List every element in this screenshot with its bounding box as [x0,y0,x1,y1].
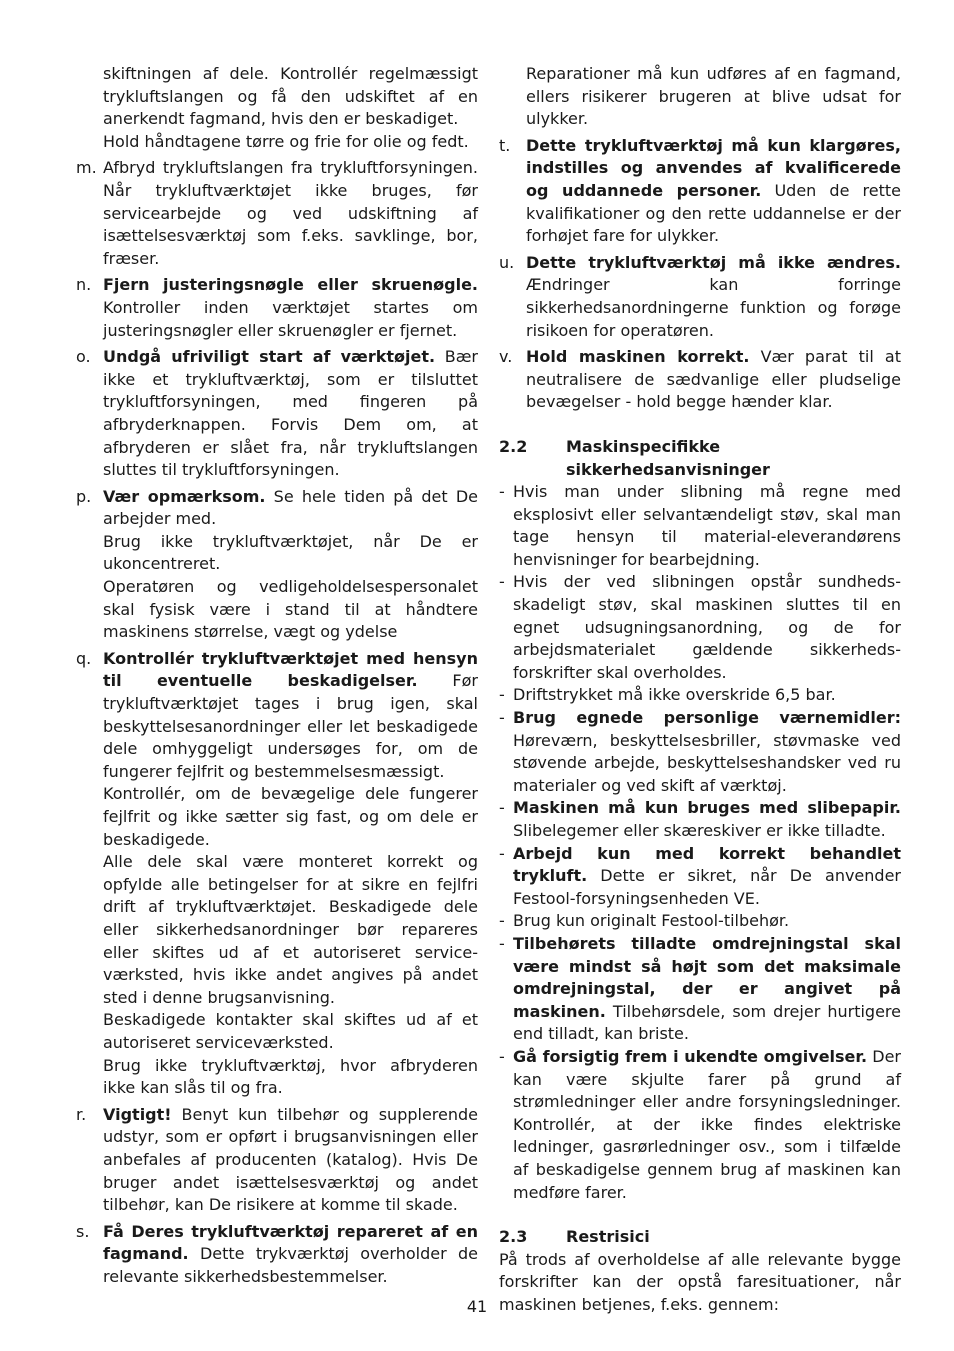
item-body [513,843,901,911]
item-body [513,707,901,797]
item-extra-para: Beskadigede kontakter skal skiftes ud af et autoriseret serviceværksted. [103,1010,478,1052]
section-heading-2-3 [499,1226,901,1249]
list-item [499,933,901,1046]
list-item [499,571,901,684]
item-text: Dette trykværktøj overholder de relevante sikkerhedsbestemmelser. [103,1244,478,1286]
page-number: 41 [466,1297,488,1316]
item-letter: o. [76,347,91,367]
item-body [526,346,901,414]
item-bold: Vigtigt! [103,1104,172,1124]
list-item [499,797,901,842]
item-bold: Dette trykluftværktøj må kun klargøres, indstilles og anvendes af kvalificerede og uddannede personer. [526,135,901,200]
intro-line-1: skiftningen af dele. Kontrollér regelmæssigt trykluftslangen og få den udskiftet af en anerkendt fagmand, hvis den er beskadiget. [103,64,478,129]
section-number: 2.3 [499,1227,528,1247]
item-body [513,1046,901,1204]
list-item-p [76,486,478,644]
item-body [103,486,478,644]
section-number: 2.2 [499,436,528,456]
item-body [103,1104,478,1217]
right-column [499,63,901,1316]
section-title: Restrisici [566,1227,650,1247]
list-item-v [499,346,901,414]
intro-line-2: Hold håndtagene tørre og frie for olie og fedt. [103,131,469,151]
list-item-m [76,157,478,270]
item-bold: Fjern justeringsnøgle eller skruenøgle. [103,275,478,295]
item-extra-para: Brug ikke trykluftværktøj, hvor afbryderen ikke kan slås til og fra. [103,1055,478,1098]
item-first-para [103,486,478,531]
item-body [103,648,478,1100]
item-text: Hvis man under slibning må regne med eksplosivt eller selvantændeligt støv, skal man tage hensyn til material-eleverandørens henvisninger for bearbejdning. [513,482,901,569]
item-body [526,252,901,342]
item-text: Høreværn, beskyttelsesbriller, støvmaske ved støvende arbejde, beskyttelseshandsker ved ru materialer og ved skift af værktøj. [513,730,901,795]
item-body [513,797,901,842]
item-letter: u. [499,252,515,272]
item-text: Afbryd trykluftslangen fra trykluftforsyningen. Når trykluftværktøjet ikke bruges, før servicearbejde og ved udskiftning af isættelsesværktøj som f.eks. savklinge, bor, fræser. [103,158,478,268]
list-item [499,707,901,797]
section-heading-2-2 [499,436,901,481]
list-item [499,1046,901,1204]
list-item-s [76,1221,478,1289]
item-text: Brug kun originalt Festool-tilbehør. [513,911,790,931]
item-text: Uden de rette kvalifikationer og den rette uddannelse er der forhøjet fare for ulykker. [526,180,901,246]
item-letter: r. [76,1104,87,1124]
list-item [499,910,901,933]
item-letter: s. [76,1221,90,1241]
item-body [526,135,901,248]
item-text: Se hele tiden på det De arbejder med. [103,486,479,529]
item-body [513,933,901,1046]
item-bold: Maskinen må kun bruges med slibepapir. [513,798,901,818]
item-text: Ændringer kan forringe sikkerhedsanordningerne funktion og forøge risikoen for operatøren. [526,275,901,340]
section-text: På trods af overholdelse af alle relevante bygge forskrifter kan der opstå faresituationer, når maskinen betjenes, f.eks. gennem: [499,1249,901,1314]
item-extra-para: Alle dele skal være monteret korrekt og opfylde alle betingelser for at sikre en fejlfri drift af trykluftværktøjet. Beskadigede dele eller sikkerhedsanordninger bør repareres eller skiftes ud af et autoriseret service-værksted, hvis ikke andet angives på andet sted i denne brugsanvisning. [103,852,478,1007]
item-extra-para: Brug ikke trykluftværktøjet, når De er ukoncentreret. [103,531,478,574]
list-item [499,481,901,571]
list-item [499,684,901,707]
item-bold: Vær opmærksom. [103,486,266,506]
item-text: Tilbehørsdele, som drejer hurtigere end tilladt, kan briste. [513,1001,901,1044]
item-letter: q. [76,648,92,668]
item-text: Hvis der ved slibningen opstår sundheds-skadeligt støv, skal maskinen sluttes til en egnet udsugningsanordning, og de for arbejdsmaterialet gældende sikkerheds-forskrifter skal overholdes. [513,572,901,682]
item-bold: Få Deres trykluftværktøj repareret af en fagmand. [103,1221,478,1264]
dash-marker: - [499,798,505,818]
item-body [103,274,478,342]
dash-marker: - [499,933,505,953]
list-item-o [76,346,478,482]
list-item-n [76,274,478,342]
list-item [499,843,901,911]
dash-marker: - [499,911,505,931]
item-extra-para: Kontrollér, om de bevægelige dele fungerer fejlfrit og ikke sætter sig fast, og om dele er beskadigede. [103,784,478,849]
left-column [76,63,478,1292]
item-bold: Kontrollér trykluftværktøjet med hensyn til eventuelle beskadigelser. [103,648,478,691]
list-item-q [76,648,478,1100]
dash-marker: - [499,482,505,502]
section-title: Maskinspecifikke sikkerhedsanvisninger [566,436,770,479]
item-body [103,346,478,482]
item-text: Dette er sikret, når De anvender Festool-forsyningsenheden VE. [513,866,901,908]
item-bold: Tilbehørets tilladte omdrejningstal skal være mindst så højt som det maksimale omdrejningstal, der er angivet på maskinen. [513,933,901,1021]
item-extra-para: Operatøren og vedligeholdelsespersonalet skal fysisk være i stand til at håndtere maskinens størrelse, vægt og ydelse [103,577,478,642]
item-bold: Brug egnede personlige værnemidler: [513,708,901,728]
list-item-t [499,135,901,248]
item-bold: Gå forsigtig frem i ukendte omgivelser. [513,1046,868,1066]
dash-marker: - [499,685,505,705]
item-s-continuation: Reparationer må kun udføres af en fagmand, ellers risikerer brugeren at blive udsat for ulykker. [526,64,901,129]
item-text: Vær parat til at neutralisere de sædvanlige eller pludselige bevægelser - hold begge hænder klar. [526,347,901,412]
item-bold: Arbejd kun med korrekt behandlet trykluft. [513,843,901,886]
list-item-u [499,252,901,342]
item-text: Kontroller inden værktøjet startes om justeringsnøgler eller skruenøgler er fjernet. [103,297,478,340]
item-text: Bær ikke et trykluftværktøj, som er tilsluttet trykluftforsyningen, med fingeren på afbryderknappen. Forvis Dem om, at afbryderen er slået fra, når trykluftslangen sluttes til trykluftforsyningen. [103,347,478,480]
item-bold: Hold maskinen korrekt. [526,347,750,367]
list-item-r [76,1104,478,1217]
item-text: Der kan være skjulte farer på grund af strømledninger eller andre forsyningsledninger. Kontrollér, at der ikke findes elektriske ledninger, gasrørledninger osv., som i tilfælde af beskadigelse gennem brug af maskinen kan medføre farer. [513,1046,902,1202]
item-bold: Undgå ufriviligt start af værktøjet. [103,347,436,367]
item-body [103,1221,478,1289]
dash-marker: - [499,572,505,592]
item-bold: Dette trykluftværktøj må ikke ændres. [526,252,901,272]
item-letter: n. [76,275,92,295]
item-letter: t. [499,135,511,155]
item-text: Benyt kun tilbehør og supplerende udstyr, som er opført i brugsanvisningen eller anbefales af producenten (katalog). Hvis De bruger andet isættelsesværktøj og andet tilbehør, kan De risikere at komme til skade. [103,1104,478,1215]
item-letter: v. [499,347,513,367]
intro-text [76,63,478,153]
item-letter: p. [76,486,92,506]
item-first-para [103,648,478,784]
dash-marker: - [499,1046,505,1066]
dash-marker: - [499,843,505,863]
bullet-list [499,481,901,1204]
item-letter: m. [76,158,97,178]
dash-marker: - [499,708,505,728]
item-text: Slibelegemer eller skæreskiver er ikke tilladte. [513,821,886,840]
item-text: Før trykluftværktøjet tages i brug igen, skal beskyttelsesanordninger eller let beskadigede dele omhyggeligt undersøges for, om de fungerer fejlfrit og bestemmelsesmæssigt. [103,671,478,781]
item-text: Driftstrykket må ikke overskride 6,5 bar. [513,685,836,705]
